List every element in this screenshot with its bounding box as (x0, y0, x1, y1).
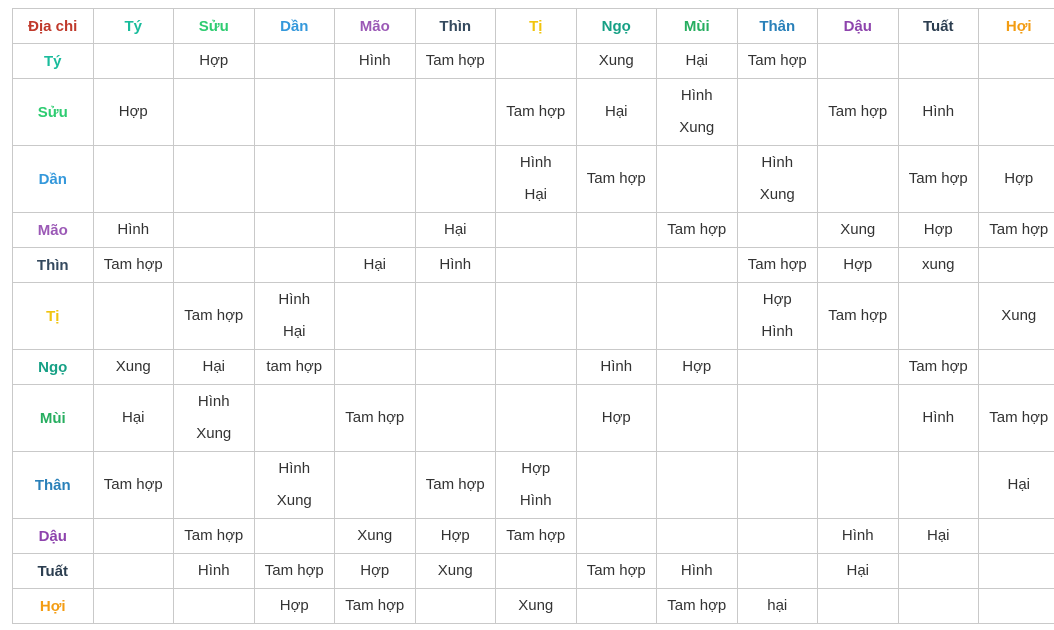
table-cell (898, 283, 979, 350)
cell-relation: Hại (202, 358, 225, 375)
table-cell (496, 519, 577, 554)
table-cell (174, 283, 255, 350)
table-cell (415, 554, 496, 589)
table-cell (496, 213, 577, 248)
row-header: Sửu (13, 79, 94, 146)
row-header: Mùi (13, 385, 94, 452)
column-header: Thân (737, 9, 818, 44)
table-cell (254, 519, 335, 554)
cell-relation: Xung (759, 186, 795, 203)
table-cell (254, 350, 335, 385)
table-cell (93, 519, 174, 554)
cell-relation: Hình (278, 291, 311, 308)
cell-relation: Tam hợp (828, 103, 888, 120)
table-cell (335, 350, 416, 385)
table-cell (496, 248, 577, 283)
table-cell (898, 519, 979, 554)
table-cell (818, 554, 899, 589)
cell-relation: Hình (680, 562, 713, 579)
cell-relation: Hại (926, 527, 950, 544)
table-cell (898, 79, 979, 146)
cell-relation: Hợp (601, 409, 631, 426)
table-cell (818, 79, 899, 146)
cell-relation: Tam hợp (103, 256, 163, 273)
table-cell (335, 519, 416, 554)
table-cell (415, 589, 496, 624)
table-cell (415, 452, 496, 519)
table-cell (576, 385, 657, 452)
table-cell (576, 452, 657, 519)
table-cell (496, 350, 577, 385)
cell-relation: Hại (363, 256, 386, 273)
cell-relation: Hại (524, 186, 547, 203)
column-header: Hợi (979, 9, 1054, 44)
table-cell (415, 519, 496, 554)
table-cell (979, 452, 1054, 519)
cell-relation: tam hợp (266, 358, 323, 375)
table-row (13, 554, 1054, 589)
cell-relation: Tam hợp (828, 307, 888, 324)
cell-relation: Hình (278, 460, 311, 477)
table-row (13, 350, 1054, 385)
table-cell (657, 554, 738, 589)
table-cell (657, 248, 738, 283)
table-cell (174, 79, 255, 146)
cell-relation: Tam hợp (908, 170, 968, 187)
row-header: Dần (13, 146, 94, 213)
table-cell (979, 213, 1054, 248)
table-cell (979, 248, 1054, 283)
cell-relation: Tam hợp (667, 597, 727, 614)
table-cell (93, 248, 174, 283)
header-row (13, 9, 1054, 44)
table-row (13, 213, 1054, 248)
table-cell (818, 283, 899, 350)
table-cell (415, 213, 496, 248)
table-cell (657, 213, 738, 248)
cell-relation: Hợp (521, 460, 551, 477)
table-cell (174, 554, 255, 589)
cell-relation: Hại (282, 323, 306, 340)
table-cell (898, 248, 979, 283)
cell-relation: Hại (121, 409, 145, 426)
table-cell (174, 350, 255, 385)
table-cell (737, 283, 818, 350)
table-cell (576, 213, 657, 248)
table-cell (898, 385, 979, 452)
cell-relation: Xung (196, 425, 232, 442)
table-cell (979, 44, 1054, 79)
cell-relation: Tam hợp (586, 562, 646, 579)
cell-relation: Tam hợp (747, 256, 807, 273)
table-cell (576, 554, 657, 589)
table-cell (93, 283, 174, 350)
cell-relation: Hợp (1004, 170, 1034, 187)
table-cell (979, 519, 1054, 554)
table-cell (496, 79, 577, 146)
table-cell (576, 79, 657, 146)
table-cell (737, 452, 818, 519)
row-header: Thìn (13, 248, 94, 283)
table-cell (818, 248, 899, 283)
cell-relation: Tam hợp (667, 221, 727, 238)
cell-relation: Hợp (118, 103, 148, 120)
table-cell (737, 44, 818, 79)
table-cell (898, 589, 979, 624)
table-cell (898, 554, 979, 589)
cell-relation: Xung (840, 221, 876, 238)
table-cell (174, 452, 255, 519)
compatibility-table (12, 8, 1054, 624)
column-header: Mão (335, 9, 416, 44)
table-cell (335, 146, 416, 213)
cell-relation: Hình (197, 562, 230, 579)
table-cell (737, 79, 818, 146)
cell-relation: Tam hợp (506, 527, 566, 544)
cell-relation: Hợp (923, 221, 953, 238)
table-cell (254, 248, 335, 283)
cell-relation: Hại (846, 562, 869, 579)
table-cell (979, 350, 1054, 385)
cell-relation: Hợp (360, 562, 390, 579)
table-cell (657, 350, 738, 385)
table-cell (576, 248, 657, 283)
table-cell (657, 385, 738, 452)
table-cell (818, 44, 899, 79)
table-cell (657, 283, 738, 350)
table-cell (737, 146, 818, 213)
table-cell (576, 44, 657, 79)
table-cell (979, 385, 1054, 452)
cell-relation: Hình (841, 527, 874, 544)
table-cell (93, 44, 174, 79)
table-body (13, 44, 1054, 624)
cell-relation: Tam hợp (747, 52, 807, 69)
table-cell (335, 44, 416, 79)
cell-relation: Tam hợp (425, 476, 485, 493)
table-cell (254, 385, 335, 452)
table-cell (415, 146, 496, 213)
cell-relation: Tam hợp (345, 409, 405, 426)
cell-relation: Hại (1007, 476, 1030, 493)
table-cell (254, 146, 335, 213)
cell-relation: Tam hợp (184, 307, 244, 324)
cell-relation: Hại (685, 52, 708, 69)
cell-relation: Tam hợp (586, 170, 646, 187)
table-cell (818, 589, 899, 624)
table-cell (737, 385, 818, 452)
table-cell (415, 44, 496, 79)
cell-relation: Hợp (440, 527, 470, 544)
table-cell (818, 213, 899, 248)
table-cell (415, 248, 496, 283)
table-cell (898, 44, 979, 79)
table-cell (415, 385, 496, 452)
table-cell (496, 554, 577, 589)
table-cell (979, 146, 1054, 213)
cell-relation: Hình (600, 358, 633, 375)
table-cell (818, 519, 899, 554)
cell-relation: hại (767, 597, 788, 614)
table-cell (174, 146, 255, 213)
table-cell (335, 213, 416, 248)
cell-relation: Xung (357, 527, 393, 544)
cell-relation: Hình (197, 393, 230, 410)
table-cell (737, 554, 818, 589)
cell-relation: Hình (117, 221, 150, 238)
table-cell (254, 283, 335, 350)
table-cell (254, 44, 335, 79)
column-header: Tị (496, 9, 577, 44)
table-row (13, 519, 1054, 554)
table-cell (174, 589, 255, 624)
cell-relation: Tam hợp (908, 358, 968, 375)
table-row (13, 44, 1054, 79)
row-header: Hợi (13, 589, 94, 624)
table-cell (335, 589, 416, 624)
cell-relation: Hình (439, 256, 472, 273)
cell-relation: Xung (437, 562, 473, 579)
table-cell (979, 589, 1054, 624)
column-header: Thìn (415, 9, 496, 44)
table-cell (898, 452, 979, 519)
table-cell (737, 519, 818, 554)
column-header: Dậu (818, 9, 899, 44)
row-header: Thân (13, 452, 94, 519)
row-header: Tị (13, 283, 94, 350)
cell-relation: Hợp (762, 291, 792, 308)
cell-relation: Tam hợp (345, 597, 405, 614)
table-cell (254, 589, 335, 624)
row-header: Dậu (13, 519, 94, 554)
cell-relation: Hợp (199, 52, 229, 69)
table-cell (576, 350, 657, 385)
table-cell (254, 213, 335, 248)
cell-relation: Xung (598, 52, 634, 69)
corner-header: Địa chi (13, 9, 94, 44)
column-header: Ngọ (576, 9, 657, 44)
column-header: Sửu (174, 9, 255, 44)
table-cell (979, 79, 1054, 146)
table-cell (93, 79, 174, 146)
table-cell (657, 589, 738, 624)
table-cell (979, 283, 1054, 350)
cell-relation: Tam hợp (506, 103, 566, 120)
table-cell (93, 213, 174, 248)
table-cell (93, 350, 174, 385)
cell-relation: Xung (115, 358, 151, 375)
column-header: Mùi (657, 9, 738, 44)
row-header: Ngọ (13, 350, 94, 385)
cell-relation: Xung (518, 597, 554, 614)
cell-relation: Hình (761, 154, 794, 171)
table-cell (496, 452, 577, 519)
cell-relation: Tam hợp (264, 562, 324, 579)
cell-relation: Hình (922, 103, 955, 120)
table-cell (496, 146, 577, 213)
table-cell (93, 146, 174, 213)
cell-relation: Tam hợp (103, 476, 163, 493)
table-row (13, 283, 1054, 350)
table-cell (898, 350, 979, 385)
table-cell (415, 79, 496, 146)
table-row (13, 146, 1054, 213)
cell-relation: Hợp (843, 256, 873, 273)
table-cell (657, 452, 738, 519)
cell-relation: Hình (519, 492, 552, 509)
table-cell (657, 519, 738, 554)
table-cell (254, 452, 335, 519)
table-cell (335, 554, 416, 589)
table-cell (254, 79, 335, 146)
table-cell (93, 385, 174, 452)
cell-relation: Hình (761, 323, 794, 340)
cell-relation: Hại (443, 221, 467, 238)
table-row (13, 385, 1054, 452)
table-cell (898, 213, 979, 248)
table-cell (737, 248, 818, 283)
table-cell (415, 350, 496, 385)
table-row (13, 79, 1054, 146)
table-cell (254, 554, 335, 589)
table-cell (818, 452, 899, 519)
table-row (13, 248, 1054, 283)
table-cell (657, 79, 738, 146)
table-cell (335, 452, 416, 519)
column-header: Tý (93, 9, 174, 44)
table-cell (335, 248, 416, 283)
cell-relation: Hình (680, 87, 713, 104)
cell-relation: Hình (519, 154, 552, 171)
table-row (13, 452, 1054, 519)
table-cell (818, 385, 899, 452)
table-cell (415, 283, 496, 350)
cell-relation: Hại (604, 103, 628, 120)
table-cell (496, 589, 577, 624)
table-cell (737, 350, 818, 385)
table-cell (174, 519, 255, 554)
table-cell (818, 350, 899, 385)
table-cell (93, 452, 174, 519)
table-cell (576, 589, 657, 624)
table-cell (335, 385, 416, 452)
table-cell (576, 146, 657, 213)
table-row (13, 589, 1054, 624)
table-cell (818, 146, 899, 213)
table-cell (496, 385, 577, 452)
cell-relation: Hợp (279, 597, 309, 614)
cell-relation: Tam hợp (989, 221, 1049, 238)
cell-relation: Xung (276, 492, 312, 509)
table-cell (737, 589, 818, 624)
table-cell (174, 44, 255, 79)
table-cell (335, 283, 416, 350)
row-header: Tý (13, 44, 94, 79)
table-cell (93, 589, 174, 624)
cell-relation: Hợp (682, 358, 712, 375)
cell-relation: Tam hợp (184, 527, 244, 544)
row-header: Tuất (13, 554, 94, 589)
cell-relation: Xung (1001, 307, 1037, 324)
table-cell (657, 146, 738, 213)
table-cell (496, 44, 577, 79)
table-cell (496, 283, 577, 350)
cell-relation: Hình (358, 52, 391, 69)
table-cell (576, 283, 657, 350)
column-header: Dần (254, 9, 335, 44)
table-cell (174, 248, 255, 283)
row-header: Mão (13, 213, 94, 248)
table-cell (979, 554, 1054, 589)
table-cell (657, 44, 738, 79)
cell-relation: Tam hợp (425, 52, 485, 69)
table-cell (737, 213, 818, 248)
cell-relation: Xung (679, 119, 715, 136)
cell-relation: Tam hợp (989, 409, 1049, 426)
table-cell (335, 79, 416, 146)
cell-relation: xung (921, 256, 955, 273)
table-cell (576, 519, 657, 554)
table-cell (174, 385, 255, 452)
table-cell (898, 146, 979, 213)
table-cell (93, 554, 174, 589)
column-header: Tuất (898, 9, 979, 44)
table-cell (174, 213, 255, 248)
cell-relation: Hình (922, 409, 955, 426)
